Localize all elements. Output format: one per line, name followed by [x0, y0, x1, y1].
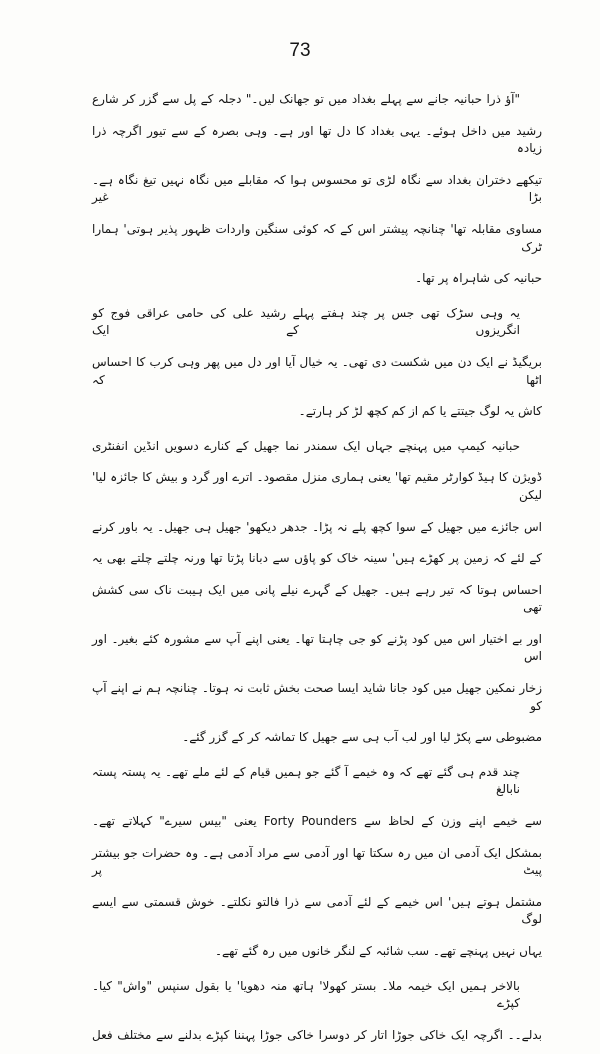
- text-line: بالاخر ہمیں ایک خیمہ ملا۔ بستر کھولا' ہاتھ منہ دھویا' یا بقول سنپس "واش" کیا۔ کپڑے: [92, 978, 520, 1011]
- text-line: حبانیہ کی شاہراہ پر تھا۔: [415, 271, 542, 286]
- text-line: بدلے۔۔ اگرچہ ایک خاکی جوڑا اتار کر دوسرا خاکی جوڑا پہننا کپڑے بدلنے سے مختلف فعل: [92, 1027, 542, 1042]
- text-line: کے لئے کہ زمین پر کھڑے ہیں' سینہ خاک کو پاؤں سے دبانا پڑتا تھا ورنہ چلتے چلتے بھی یہ: [92, 551, 542, 566]
- text-line: تیکھے دختران بغداد سے نگاہ لڑی تو محسوس ہوا کہ مقابلے میں نگاہ نہیں تیغ نگاہ ہے۔ بڑا غیر: [92, 172, 542, 205]
- body-text: [92, 84, 542, 1054]
- text-line: مشتمل ہوتے ہیں' اس خیمے کے لئے آدمی سے ذرا فالتو نکلتے۔ خوش قسمتی سے ایسے لوگ: [92, 894, 542, 927]
- text-line: "آؤ ذرا حبانیہ جانے سے پہلے بغداد میں تو جھانک لیں۔" دجلہ کے پل سے گزر کر شارع: [92, 92, 520, 106]
- text-line: چند قدم ہی گئے تھے کہ وہ خیمے آ گئے جو ہمیں قیام کے لئے ملے تھے۔ یہ پستہ پستہ نابالغ: [92, 764, 520, 797]
- text-line: اور بے اختیار اس میں کود پڑنے کو جی چاہتا تھا۔ یعنی اپنے آپ سے مشورہ کئے بغیر۔ اور اس: [92, 631, 542, 664]
- text-line: ڈویژن کا ہیڈ کوارٹر مقیم تھا' یعنی ہماری منزل مقصود۔ اترے اور گرد و بیش کا جائزہ لیا' لیکن: [92, 470, 542, 502]
- text-line: حبانیہ کیمپ میں پہنچے جہاں ایک سمندر نما جھیل کے کنارے دسویں انڈین انفنٹری: [92, 438, 520, 453]
- text-line: بریگیڈ نے ایک دن میں شکست دی تھی۔ یہ خیال آیا اور دل میں پھر وہی کرب کا احساس اٹھا کہ: [92, 354, 542, 387]
- text-line: یہاں نہیں پہنچے تھے۔ سب شائبہ کے لنگر خانوں میں رہ گئے تھے۔: [215, 944, 542, 958]
- text-line: زخار نمکین جھیل میں کود جانا شاید ایسا صحت بخش ثابت نہ ہوتا۔ چنانچہ ہم نے اپنے آپ کو: [92, 681, 542, 713]
- text-line: یہ وہی سڑک تھی جس پر چند ہفتے پہلے رشید علی کی حامی عراقی فوج کو انگریزوں کے ایک: [92, 305, 520, 338]
- paragraph: [92, 971, 542, 1052]
- text-line: کاش یہ لوگ جیتتے یا کم از کم کچھ لڑ کر ہارتے۔: [298, 404, 542, 419]
- text-line: احساس ہوتا کہ تیر رہے ہیں۔ جھیل کے گہرے نیلے پانی میں ایک ہیبت ناک سی کشش تھی: [92, 582, 542, 615]
- text-line: مساوی مقابلہ تھا' چنانچہ پیشتر اس کے کہ کوئی سنگین واردات ظہور پذیر ہوتی' ہمارا ٹرک: [92, 221, 542, 254]
- page-number: 73: [289, 40, 311, 61]
- paragraph: [92, 84, 542, 295]
- text-line: سے خیمے اپنے وزن کے لحاظ سے Forty Pounders یعنی "بیس سیرے" کہلاتے تھے۔: [92, 814, 542, 829]
- text-line: بمشکل ایک آدمی ان میں رہ سکتا تھا اور آدمی سے مراد آدمی ہے۔ وہ حضرات جو بیشتر پیٹ پر: [92, 845, 542, 878]
- paragraph: [92, 431, 542, 754]
- text-line: اس جائزے میں جھیل کے سوا کچھ پلے نہ پڑا۔ جدھر دیکھو' جھیل ہی جھیل۔ یہ باور کرنے: [92, 519, 542, 534]
- text-line: مضبوطی سے پکڑ لیا اور لب آب ہی سے جھیل کا تماشہ کر کے گزر گئے۔: [182, 730, 542, 745]
- text-line: رشید میں داخل ہوئے۔ یہی بغداد کا دل تھا اور ہے۔ وہی بصرہ کے سے تیور اگرچہ ذرا زیادہ: [92, 123, 542, 156]
- paragraph: [92, 298, 542, 428]
- paragraph: [92, 757, 542, 968]
